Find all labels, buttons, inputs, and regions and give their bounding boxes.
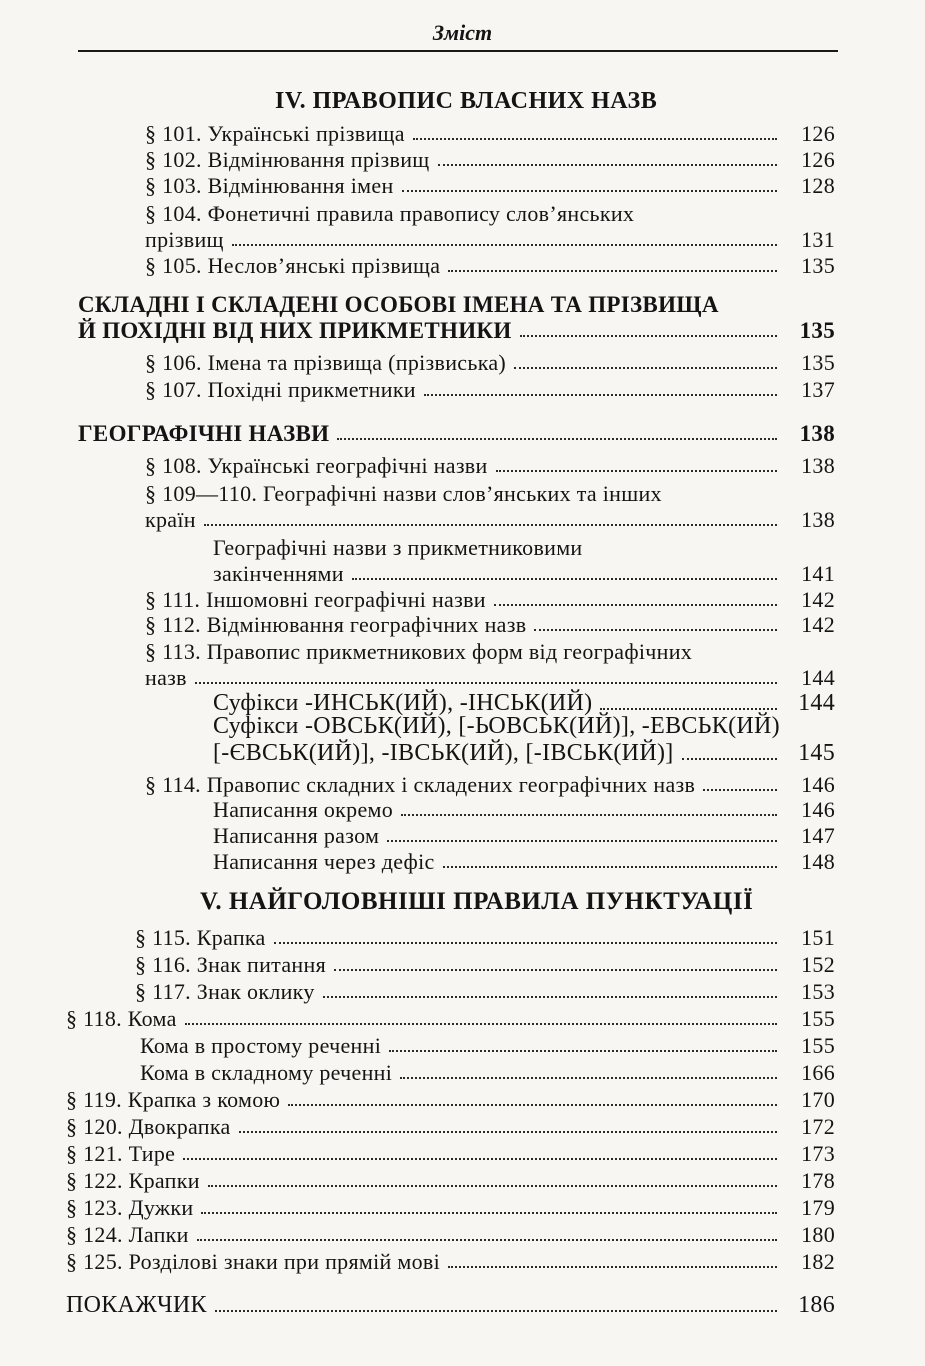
toc-entry[interactable]: § 117. Знак оклику 153 <box>135 979 835 1004</box>
toc-entry[interactable]: Написання разом 147 <box>213 823 835 848</box>
toc-entry[interactable]: § 120. Двокрапка 172 <box>66 1114 835 1139</box>
toc-entry[interactable]: § 115. Крапка 151 <box>135 925 835 950</box>
subsection-heading: СКЛАДНІ І СКЛАДЕНІ ОСОБОВІ ІМЕНА ТА ПРІЗВИЩА <box>78 292 719 317</box>
toc-entry[interactable]: § 108. Українські географічні назви 138 <box>145 453 835 478</box>
toc-entry[interactable]: § 125. Розділові знаки при прямій мові 182 <box>66 1249 835 1274</box>
toc-entry[interactable]: § 119. Крапка з комою 170 <box>66 1087 835 1112</box>
toc-entry[interactable]: прізвищ 131 <box>145 227 835 252</box>
toc-entry[interactable]: § 122. Крапки 178 <box>66 1168 835 1193</box>
toc-entry[interactable]: Кома в складному реченні 166 <box>140 1060 835 1085</box>
toc-entry[interactable]: [-ЄВСЬК(ИЙ)], -ІВСЬК(ИЙ), [-ІВСЬК(ИЙ)] 145 <box>213 740 835 766</box>
running-head: Зміст <box>432 20 493 45</box>
toc-entry[interactable]: § 112. Відмінювання географічних назв 142 <box>145 612 835 637</box>
toc-entry-line: § 109—110. Географічні назви слов’янських та інших <box>145 481 662 506</box>
toc-entry[interactable]: § 118. Кома 155 <box>66 1006 835 1031</box>
toc-entry[interactable]: § 124. Лапки 180 <box>66 1222 835 1247</box>
toc-entry[interactable]: країн 138 <box>145 507 835 532</box>
toc-entry[interactable]: закінченнями 141 <box>213 561 835 586</box>
section-heading: V. НАЙГОЛОВНІШІ ПРАВИЛА ПУНКТУАЦІЇ <box>200 888 754 915</box>
toc-entry[interactable]: § 106. Імена та прізвища (прізвиська) 135 <box>145 350 835 375</box>
header-rule <box>78 50 838 52</box>
toc-entry[interactable]: § 105. Неслов’янські прізвища 135 <box>145 253 835 278</box>
section-heading: IV. ПРАВОПИС ВЛАСНИХ НАЗВ <box>275 88 658 114</box>
toc-entry-line: § 104. Фонетичні правила правопису слов’янських <box>145 201 635 226</box>
toc-entry[interactable]: Кома в простому реченні 155 <box>140 1033 835 1058</box>
toc-entry-line: Географічні назви з прикметниковими <box>213 535 583 560</box>
toc-entry[interactable]: Суфікси -ИНСЬК(ИЙ), -ІНСЬК(ИЙ) 144 <box>213 690 835 716</box>
toc-entry[interactable]: Написання окремо 146 <box>213 797 835 822</box>
toc-entry[interactable]: ГЕОГРАФІЧНІ НАЗВИ 138 <box>78 421 835 446</box>
toc-entry[interactable]: назв 144 <box>145 665 835 690</box>
toc-entry[interactable]: § 103. Відмінювання імен 128 <box>145 173 835 198</box>
toc-entry[interactable]: § 107. Похідні прикметники 137 <box>145 377 835 402</box>
toc-entry[interactable]: § 123. Дужки 179 <box>66 1195 835 1220</box>
toc-entry-index[interactable]: ПОКАЖЧИК 186 <box>66 1292 835 1318</box>
toc-entry[interactable]: § 111. Іншомовні географічні назви 142 <box>145 587 835 612</box>
toc-entry-line: Суфікси -ОВСЬК(ИЙ), [-ЬОВСЬК(ИЙ)], -ЕВСЬК(ИЙ) <box>213 713 780 739</box>
toc-entry[interactable]: § 101. Українські прізвища 126 <box>145 121 835 146</box>
toc-entry[interactable]: § 116. Знак питання 152 <box>135 952 835 977</box>
toc-entry[interactable]: Й ПОХІДНІ ВІД НИХ ПРИКМЕТНИКИ 135 <box>78 318 835 343</box>
toc-entry[interactable]: Написання через дефіс 148 <box>213 849 835 874</box>
toc-entry[interactable]: § 121. Тире 173 <box>66 1141 835 1166</box>
toc-entry[interactable]: § 114. Правопис складних і складених географічних назв 146 <box>145 772 835 797</box>
toc-entry-line: § 113. Правопис прикметникових форм від географічних <box>145 639 693 664</box>
toc-entry[interactable]: § 102. Відмінювання прізвищ 126 <box>145 147 835 172</box>
